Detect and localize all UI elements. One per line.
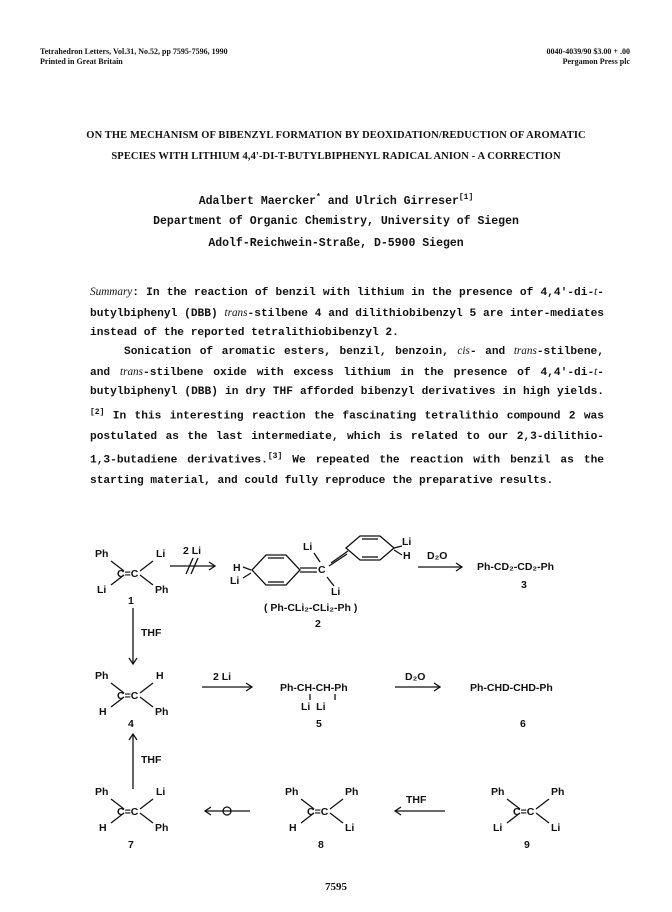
publisher-code: 0040-4039/90 $3.00 + .00 Pergamon Press plc — [546, 47, 630, 66]
cmpd9-li-bottom-right: Li — [551, 822, 561, 834]
cmpd7-cc: C=C — [117, 806, 139, 818]
cmpd2-c: C — [318, 564, 326, 576]
cmpd7-ph-top: Ph — [95, 786, 109, 798]
body-paragraph: Sonication of aromatic esters, benzil, benzoin, cis- and trans-stilbene, and trans-stilbene oxide with excess lithium in the presence of 4,4'-di-t-butylbiphenyl (DBB) in dry THF afforded bibenzyl derivatives in high yields.[2] In this interesting reaction the fascinating tetralithio compound 2 was postulated as the last intermediate, which is related to our 2,3-dilithio-1,3-butadiene derivatives.[3] We repeated the reaction with benzil as the starting material, and could fully reproduce the preparative results. — [90, 345, 604, 487]
cmpd4-h-top: H — [156, 670, 164, 682]
summary-paragraph: Summary: In the reaction of benzil with lithium in the presence of 4,4'-di-t-butylbiphenyl (DBB) trans-stilbene 4 and dilithiobibenzyl 5 are inter-mediates instead of the reported tetralithiobibenzyl 2. — [90, 286, 604, 340]
cmpd9-cc: C=C — [513, 806, 535, 818]
compound-1-number: 1 — [128, 595, 134, 607]
compound-4-number: 4 — [128, 718, 134, 730]
cmpd9-li-bottom-left: Li — [493, 822, 503, 834]
cmpd4-cc: C=C — [117, 690, 139, 702]
reagent-2li-top: 2 Li — [183, 545, 202, 557]
reagent-d2o-mid: D₂O — [405, 671, 426, 683]
compound-5-number: 5 — [316, 718, 322, 730]
cmpd7-h-bottom: H — [99, 822, 107, 834]
author-address: Adolf-Reichwein-Straße, D-5900 Siegen — [208, 237, 464, 250]
cmpd4-h-bottom: H — [99, 706, 107, 718]
cmpd2-li-lower: Li — [331, 586, 341, 598]
compound-9-number: 9 — [524, 839, 530, 851]
cmpd7-ph-bottom: Ph — [155, 822, 169, 834]
cmpd1-li-bottom: Li — [97, 584, 107, 596]
cmpd9-ph-top-right: Ph — [551, 786, 565, 798]
cmpd1-cc: C=C — [117, 568, 139, 580]
cmpd2-li-right: Li — [402, 536, 412, 548]
intermediate-5-li: Li Li — [301, 701, 326, 713]
thf-label-3: THF — [406, 794, 427, 806]
cmpd8-ph-top-right: Ph — [345, 786, 359, 798]
cmpd1-ph-bottom: Ph — [155, 584, 169, 596]
compound-6-number: 6 — [520, 718, 526, 730]
cmpd8-li-bottom: Li — [345, 822, 355, 834]
journal-citation: Tetrahedron Letters, Vol.31, No.52, pp 7595-7596, 1990 Printed in Great Britain — [40, 47, 228, 66]
reagent-d2o-top: D₂O — [427, 550, 448, 562]
compound-8-number: 8 — [318, 839, 324, 851]
compound-3-number: 3 — [521, 579, 527, 591]
reagent-2li-mid: 2 Li — [213, 671, 232, 683]
summary-label: Summary — [90, 286, 133, 298]
cmpd1-ph-top: Ph — [95, 548, 109, 560]
page-number: 7595 — [325, 881, 347, 893]
intermediate-5: Ph-CH-CH-Ph — [280, 682, 348, 694]
article-title-line-1: ON THE MECHANISM OF BIBENZYL FORMATION BY DEOXIDATION/REDUCTION OF AROMATIC — [86, 130, 586, 141]
thf-label-1: THF — [141, 627, 162, 639]
compound-2-number: 2 — [315, 618, 321, 630]
product-3: Ph-CD₂-CD₂-Ph — [477, 561, 554, 573]
reference-3: [3] — [267, 452, 283, 462]
cmpd4-ph-bottom: Ph — [155, 706, 169, 718]
cmpd2-li-upper: Li — [303, 541, 313, 553]
author-department: Department of Organic Chemistry, University of Siegen — [153, 215, 519, 228]
cmpd8-ph-top-left: Ph — [285, 786, 299, 798]
cmpd2-h-right: H — [403, 550, 411, 562]
cmpd8-h-bottom: H — [289, 822, 297, 834]
cmpd8-cc: C=C — [307, 806, 329, 818]
thf-label-2: THF — [141, 754, 162, 766]
product-6: Ph-CHD-CHD-Ph — [470, 682, 553, 694]
cmpd2-h-left: H — [233, 562, 241, 574]
compound-7-number: 7 — [128, 839, 134, 851]
cmpd9-ph-top-left: Ph — [491, 786, 505, 798]
reference-2: [2] — [90, 408, 105, 418]
cmpd4-ph-top: Ph — [95, 670, 109, 682]
author-names: Adalbert Maercker* and Ulrich Girreser[1] — [198, 193, 474, 208]
cmpd7-li-top: Li — [156, 786, 166, 798]
cmpd1-li-top: Li — [156, 548, 166, 560]
cmpd2-li-left: Li — [230, 575, 240, 587]
article-title-line-2: SPECIES WITH LITHIUM 4,4'-DI-T-BUTYLBIPHENYL RADICAL ANION - A CORRECTION — [111, 151, 561, 162]
formula-2: ( Ph-CLi₂-CLi₂-Ph ) — [264, 602, 358, 614]
